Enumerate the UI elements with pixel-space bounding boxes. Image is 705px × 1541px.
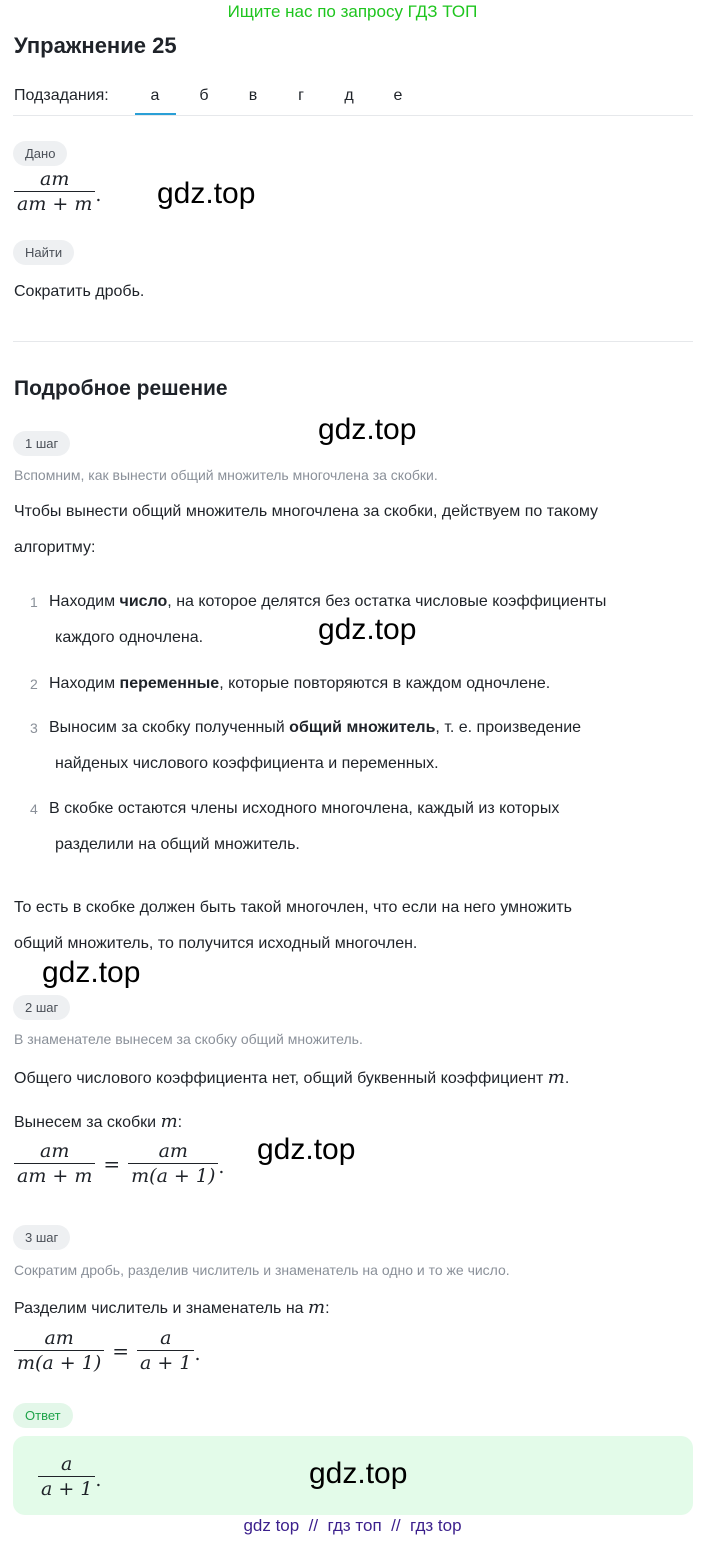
text-fragment: Разделим числитель и знаменатель на [14, 1300, 308, 1317]
footer-links: gdz top // гдз топ // гдз top [243, 1516, 462, 1535]
text-fragment: : [177, 1114, 183, 1131]
fraction-denominator: a + 1 [41, 1478, 93, 1500]
text-fragment: Общего числового коэффициента нет, общий буквенный коэффициент [14, 1070, 548, 1087]
math-variable: m [308, 1297, 326, 1318]
watermark: gdz.top [42, 956, 141, 989]
equals-sign: = [112, 1338, 130, 1363]
fraction-numerator: a [61, 1453, 73, 1475]
list-number: 3 [30, 720, 38, 736]
fraction-denominator: am + m [17, 1165, 93, 1187]
find-text: Сократить дробь. [14, 283, 145, 300]
subtasks-label: Подзадания: [14, 87, 109, 104]
step3-equation [14, 1326, 201, 1375]
step1-intro-line1: Чтобы вынести общий множитель многочлена за скобки, действуем по такому [14, 503, 599, 520]
list-number: 2 [30, 676, 38, 692]
lhs-fraction [14, 1139, 95, 1188]
period: . [95, 1468, 102, 1491]
page-title: Упражнение 25 [14, 33, 177, 58]
fraction-denominator: m(a + 1) [17, 1352, 102, 1374]
list-number: 1 [30, 594, 38, 610]
given-fraction [14, 167, 95, 216]
step1-hint: Вспомним, как вынести общий множитель многочлена за скобки. [14, 467, 438, 483]
step2-chip: 2 шаг [13, 995, 70, 1020]
tab-e[interactable]: е [393, 87, 403, 104]
list-item-bold: число [119, 593, 168, 610]
list-item-continuation: разделили на общий множитель. [55, 836, 300, 853]
fraction-numerator: am [40, 1140, 70, 1162]
step1-intro-line2: алгоритму: [14, 539, 96, 556]
watermark: gdz.top [157, 177, 256, 210]
fraction-denominator: am + m [17, 193, 93, 215]
tab-b[interactable]: б [199, 87, 209, 104]
step2-text1 [14, 1067, 569, 1088]
answer-chip: Ответ [13, 1403, 73, 1428]
period: . [194, 1342, 201, 1365]
fraction-denominator: m(a + 1) [131, 1165, 216, 1187]
period: . [218, 1155, 225, 1178]
step2-equation [14, 1139, 224, 1188]
tab-d[interactable]: д [344, 87, 354, 104]
tab-g[interactable]: г [298, 87, 304, 104]
step3-hint: Сократим дробь, разделив числитель и знаменатель на одно и то же число. [14, 1262, 510, 1278]
given-chip: Дано [13, 141, 67, 166]
list-item-bold: общий множитель [289, 719, 436, 736]
fraction-numerator: am [40, 168, 70, 190]
list-item-text: , на которое делятся без остатка числовые коэффициенты [167, 593, 607, 610]
solution-title: Подробное решение [14, 377, 228, 400]
math-variable: m [547, 1067, 565, 1088]
step1-chip: 1 шаг [13, 431, 70, 456]
section-divider [13, 341, 693, 342]
list-item-text: , т. е. произведение [435, 719, 582, 736]
rhs-fraction [128, 1139, 218, 1188]
list-item-text: В скобке остаются члены исходного многочлена, каждый из которых [49, 800, 560, 817]
list-item-continuation: каждого одночлена. [55, 629, 204, 646]
list-item-text: Находим [49, 593, 120, 610]
watermark: gdz.top [318, 613, 417, 646]
tab-v[interactable]: в [248, 87, 258, 104]
fraction-denominator: a + 1 [140, 1352, 192, 1374]
equals-sign: = [103, 1151, 121, 1176]
fraction-numerator: a [160, 1327, 172, 1349]
list-number: 4 [30, 801, 38, 817]
search-banner: Ищите нас по запросу ГДЗ ТОП [227, 2, 478, 21]
list-item [49, 666, 550, 702]
list-item-text: Находим [49, 675, 120, 692]
list-item-bold: переменные [119, 675, 220, 692]
step2-hint: В знаменателе вынесем за скобку общий множитель. [14, 1031, 363, 1047]
period: . [95, 183, 102, 206]
step3-text [14, 1297, 330, 1318]
fraction-numerator: am [44, 1327, 74, 1349]
step1-outro-line2: общий множитель, то получится исходный многочлен. [14, 935, 418, 952]
watermark: gdz.top [257, 1133, 356, 1166]
fraction-numerator: am [158, 1140, 188, 1162]
answer-fraction [38, 1452, 95, 1501]
step3-chip: 3 шаг [13, 1225, 70, 1250]
text-fragment: . [564, 1070, 570, 1087]
list-item-text: , которые повторяются в каждом одночлене. [219, 675, 551, 692]
math-variable: m [160, 1111, 178, 1132]
text-fragment: Вынесем за скобки [14, 1114, 161, 1131]
watermark: gdz.top [309, 1457, 408, 1490]
tab-a[interactable]: а [150, 87, 160, 104]
step2-text2 [14, 1111, 182, 1132]
list-item [49, 791, 559, 827]
text-fragment: : [325, 1300, 330, 1317]
watermark: gdz.top [318, 413, 417, 446]
answer-expression [38, 1452, 101, 1501]
lhs-fraction [14, 1326, 104, 1375]
list-item-text: Выносим за скобку полученный [49, 719, 290, 736]
list-item [49, 710, 581, 746]
active-tab-indicator [135, 113, 176, 115]
list-item-continuation: найденых числового коэффициента и переменных. [55, 755, 439, 772]
rhs-fraction [137, 1326, 194, 1375]
given-expression [14, 167, 101, 216]
tabs-divider [13, 115, 693, 116]
step1-outro-line1: То есть в скобке должен быть такой многочлен, что если на него умножить [14, 899, 572, 916]
find-chip: Найти [13, 240, 74, 265]
